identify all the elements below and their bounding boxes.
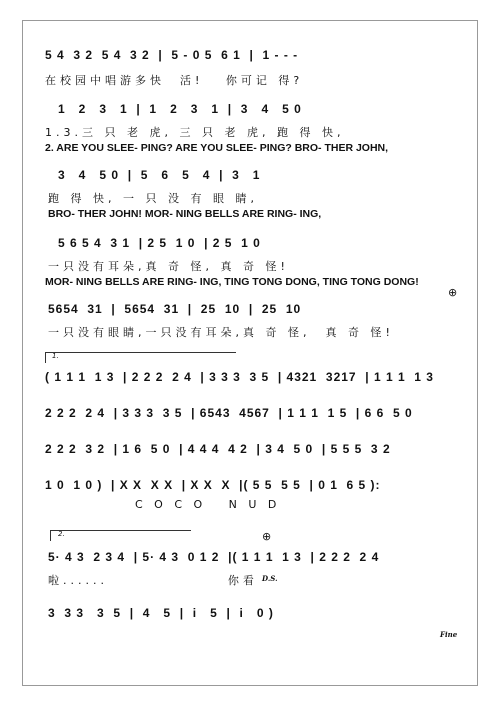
score-row-1-notes: 5 4 3 2 5 4 3 2 | 5 - 0 5 6 1 | 1 - - -: [45, 48, 299, 62]
volta-label-1: 1.: [52, 352, 59, 360]
score-row-3-lyric-en: BRO- THER JOHN! MOR- NING BELLS ARE RING- ING,: [48, 208, 322, 220]
score-row-4-lyric-en: MOR- NING BELLS ARE RING- ING, TING TONG DONG, TING TONG DONG!: [45, 276, 419, 288]
score-row-8-notes: 2 2 2 3 2 | 1 6 5 0 | 4 4 4 4 2 | 3 4 5 0 | 5 5 5 3 2: [45, 442, 391, 456]
volta-bracket-2: [50, 530, 191, 541]
volta-label-2: 2.: [58, 530, 65, 538]
score-row-3-notes: 3 4 5 0 | 5 6 5 4 | 3 1: [58, 168, 261, 182]
score-row-7-notes: 2 2 2 2 4 | 3 3 3 3 5 | 6543 4567 | 1 1 1 1 5 | 6 6 5 0: [45, 406, 413, 420]
score-row-2-lyric-en: 2. ARE YOU SLEE- PING? ARE YOU SLEE- PING? BRO- THER JOHN,: [45, 142, 389, 154]
coda-mark: ⊕: [448, 286, 458, 299]
score-row-2-notes: 1 2 3 1 | 1 2 3 1 | 3 4 5 0: [58, 102, 302, 116]
ds-mark: D.S.: [262, 574, 278, 583]
score-row-2-lyric-cn: 1.3.三 只 老 虎, 三 只 老 虎, 跑 得 快,: [45, 126, 345, 139]
coda-mark-2: ⊕: [262, 530, 272, 543]
score-row-9-notes: 1 0 1 0 ) | X X X X | X X X |( 5 5 5 5 | 0 1 6 5 ):: [45, 478, 381, 492]
score-row-5-notes: 5654 31 | 5654 31 | 25 10 | 25 10: [48, 302, 302, 316]
score-row-1-lyric: 在校园中唱游多快 活! 你可记 得?: [45, 74, 304, 87]
score-row-10-lyric: 啦...... 你看: [48, 574, 258, 587]
score-row-4-lyric-cn: 一只没有耳朵,真 奇 怪, 真 奇 怪!: [48, 260, 289, 273]
score-row-11-notes: 3 3 3 3 5 | 4 5 | i 5 | i 0 ): [48, 606, 274, 620]
score-row-9-syllables: C O C O N U D: [135, 498, 281, 511]
score-row-10-notes: 5· 4 3 2 3 4 | 5· 4 3 0 1 2 |( 1 1 1 1 3 | 2 2 2 2 4: [48, 550, 380, 564]
score-row-6-notes: ( 1 1 1 1 3 | 2 2 2 2 4 | 3 3 3 3 5 | 4321 3217 | 1 1 1 1 3: [45, 370, 434, 384]
score-row-3-lyric-cn: 跑 得 快, 一 只 没 有 眼 睛,: [48, 192, 258, 205]
fine-mark: Fine: [440, 630, 458, 639]
score-row-5-lyric-cn: 一只没有眼睛,一只没有耳朵,真 奇 怪, 真 奇 怪!: [48, 326, 394, 339]
volta-bracket-1: [45, 352, 236, 363]
score-row-4-notes: 5 6 5 4 3 1 | 2 5 1 0 | 2 5 1 0: [58, 236, 261, 250]
